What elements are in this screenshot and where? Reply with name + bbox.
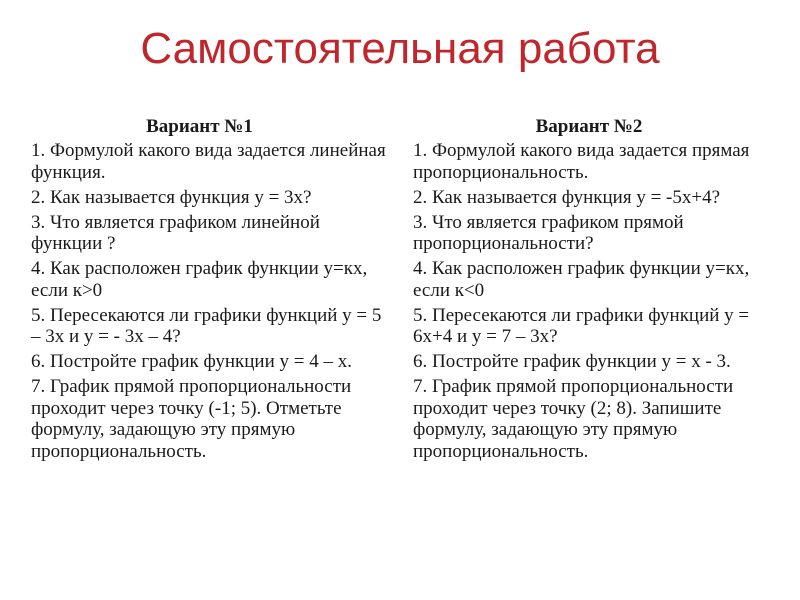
- variant-1-column: [31, 116, 386, 466]
- variant-1-question-7: 7. График прямой пропорциональности проходит через точку (-1; 5). Отметьте формулу, задающую эту прямую пропорциональность.: [31, 376, 352, 462]
- variant-2-questions: [413, 140, 773, 462]
- variant-2-question-2: 2. Как называется функция у = -5х+4?: [413, 186, 721, 208]
- variant-2-heading: Вариант №2: [535, 116, 643, 137]
- variant-2-question-6: 6. Постройте график функции у = х - 3.: [413, 351, 731, 372]
- variant-1-question-6: 6. Постройте график функции у = 4 – х.: [31, 351, 352, 372]
- variant-1-question-3: 3. Что является графиком линейной функции ?: [31, 211, 320, 254]
- variant-2-column: [413, 116, 773, 466]
- slide-title: Самостоятельная работа: [140, 24, 660, 73]
- variant-1-questions: [31, 140, 386, 462]
- variant-1-question-1: 1. Формулой какого вида задается линейная функция.: [31, 140, 386, 183]
- variant-2-question-5: 5. Пересекаются ли графики функций у = 6х+4 и у = 7 – 3х?: [413, 304, 750, 347]
- variant-2-question-7: 7. График прямой пропорциональности проходит через точку (2; 8). Запишите формулу, задающую эту прямую пропорциональность.: [413, 376, 734, 462]
- variant-2-question-3: 3. Что является графиком прямой пропорциональности?: [413, 211, 684, 254]
- variant-2-question-1: 1. Формулой какого вида задается прямая пропорциональность.: [413, 140, 750, 183]
- variant-1-question-5: 5. Пересекаются ли графики функций у = 5 – 3х и у = - 3х – 4?: [31, 304, 382, 347]
- variant-2-question-4: 4. Как расположен график функции у=кх, если к<0: [413, 258, 750, 301]
- variant-1-question-2: 2. Как называется функция у = 3х?: [31, 186, 312, 208]
- variant-1-heading: Вариант №1: [146, 116, 253, 137]
- variant-1-question-4: 4. Как расположен график функции у=кх, если к>0: [31, 258, 368, 301]
